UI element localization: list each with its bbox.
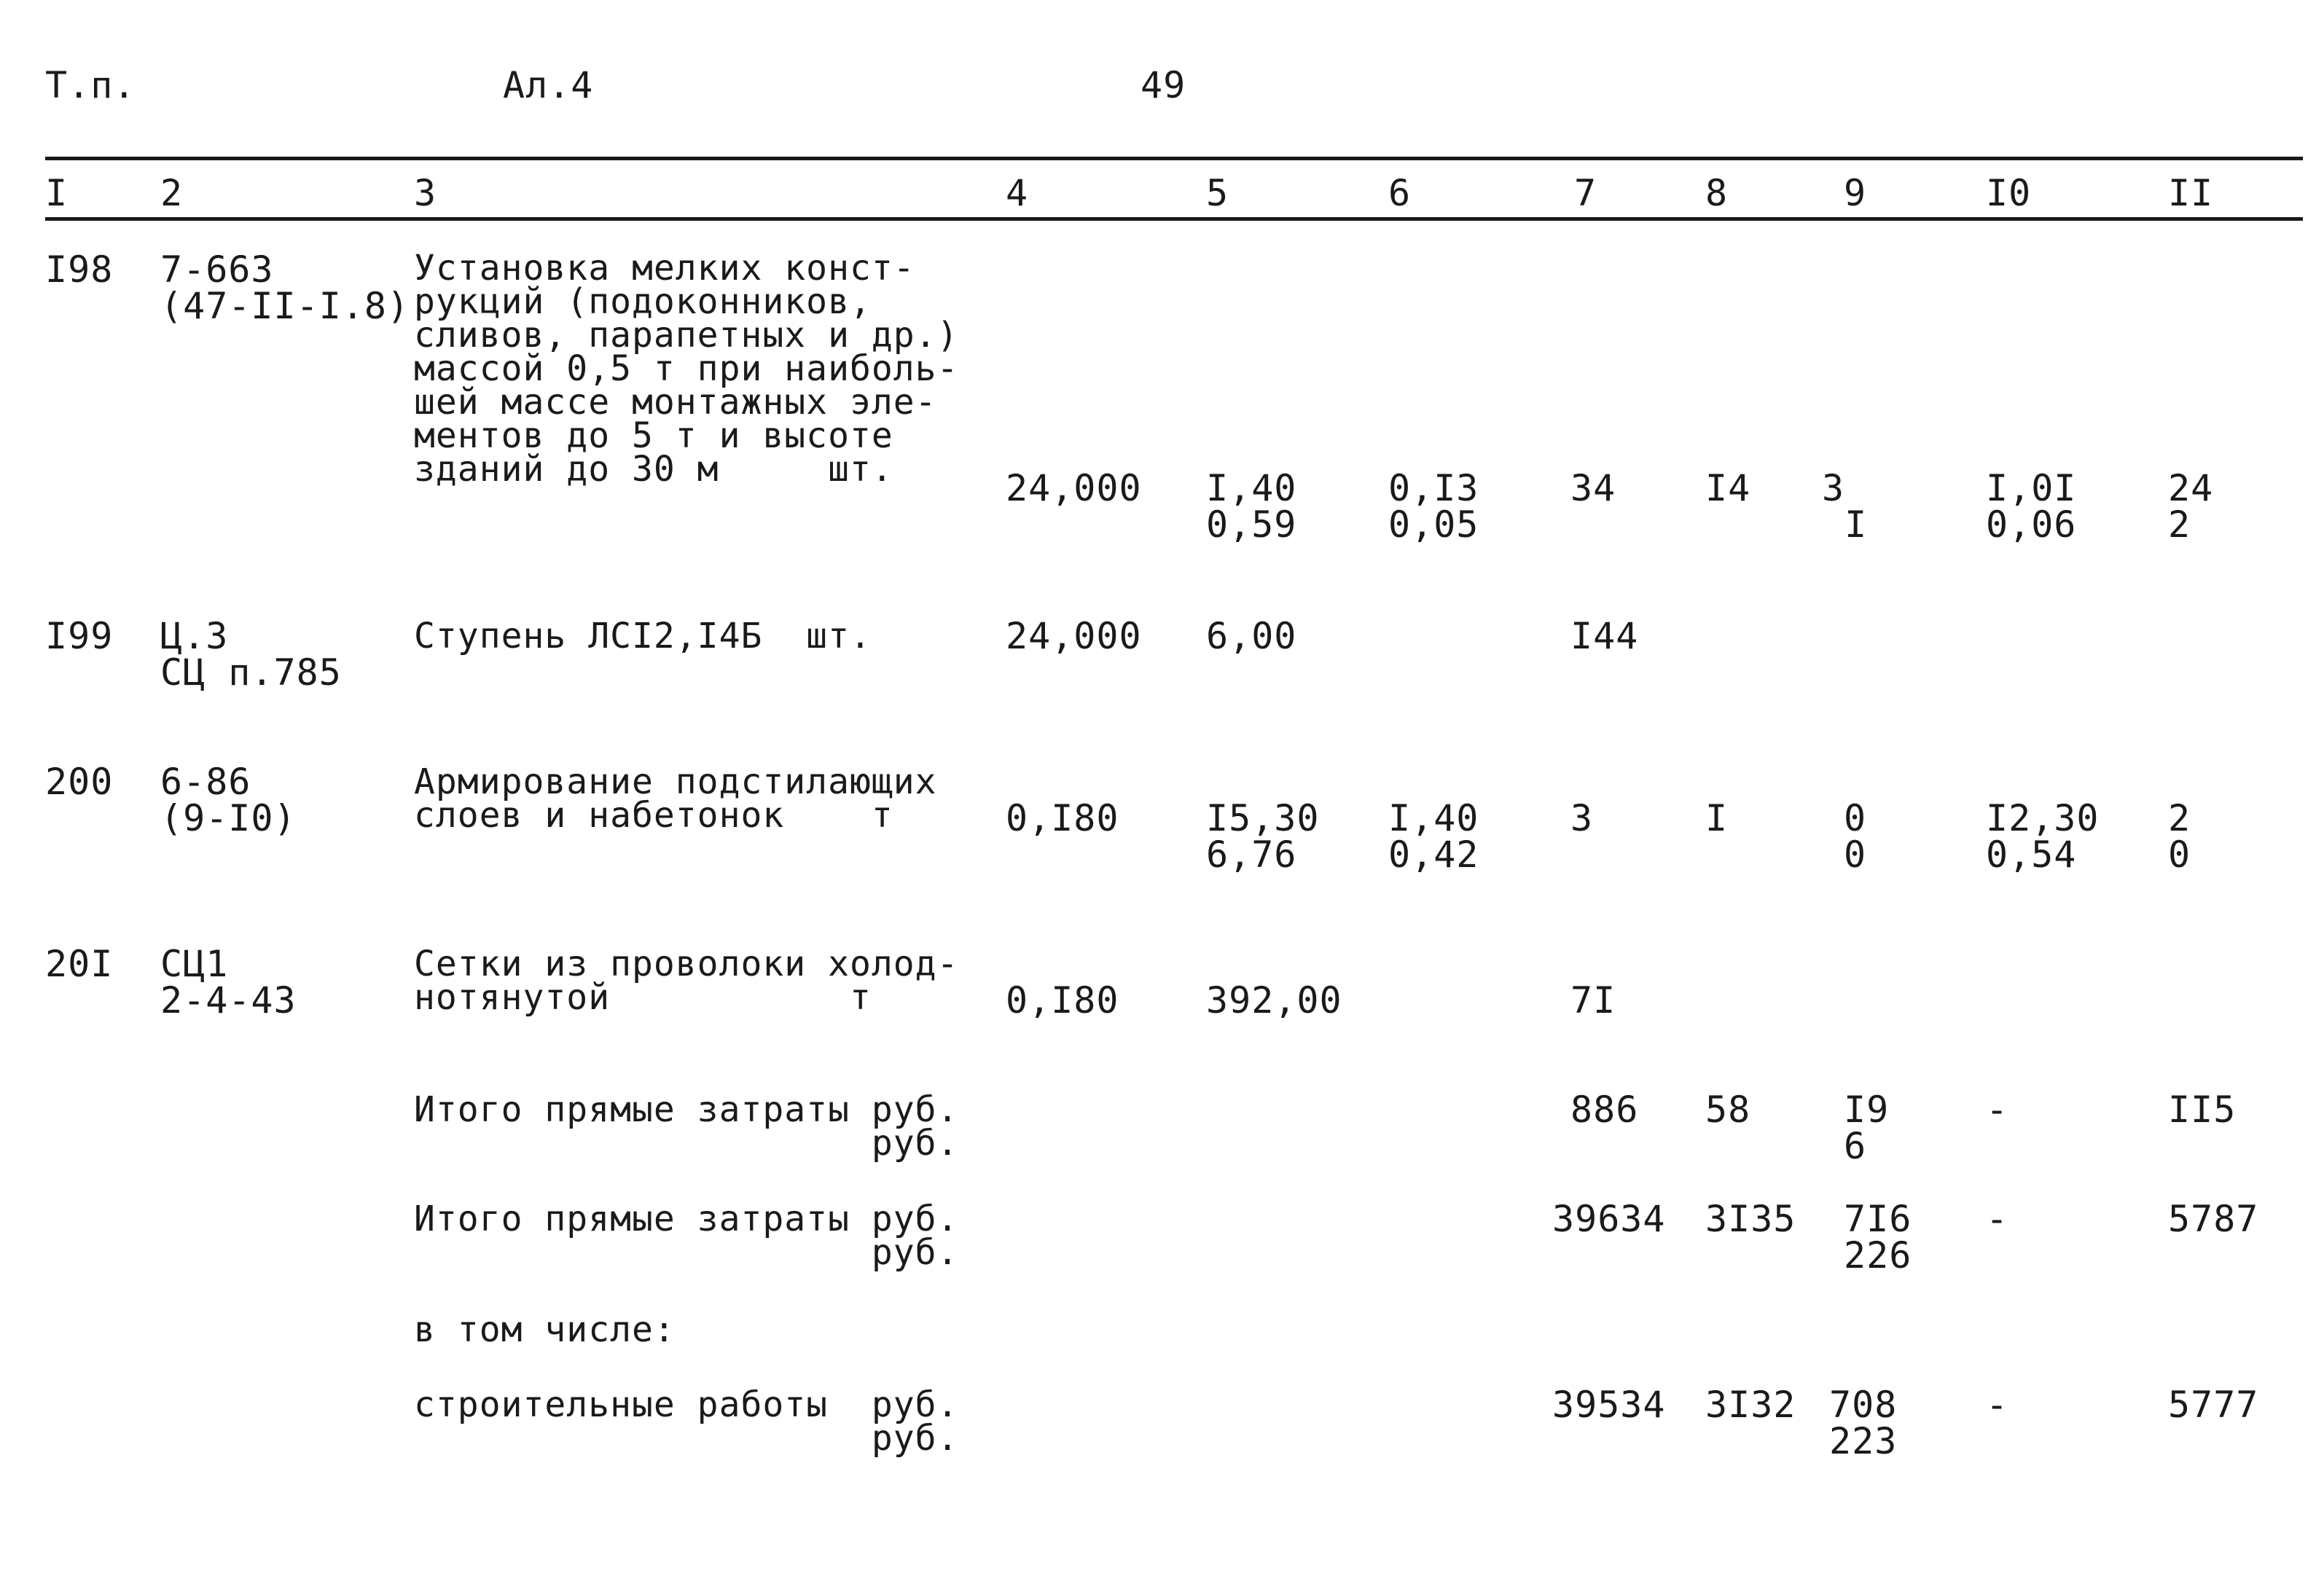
- in-which-label: в том числе:: [414, 1309, 676, 1350]
- row-number: I99: [45, 615, 114, 657]
- machine-total: 3 I: [1822, 467, 1868, 546]
- machine-total: 0 0: [1844, 797, 1867, 876]
- col-header-4: 4: [1006, 172, 1029, 214]
- norm-code: 7-663 (47-II-I.8): [160, 248, 410, 327]
- labor-cost: I: [1705, 797, 1729, 839]
- page-number: 49: [1141, 64, 1186, 106]
- col-header-10: I0: [1986, 172, 2032, 214]
- labor-hours: I2,30 0,54: [1986, 797, 2100, 876]
- col-header-6: 6: [1388, 172, 1412, 214]
- unit-cost: I5,30 6,76: [1206, 797, 1320, 876]
- totals-col7: 39534: [1552, 1384, 1666, 1426]
- quantity: 0,I80: [1006, 797, 1119, 839]
- totals-col8: 3I35: [1705, 1198, 1796, 1240]
- work-description: Ступень ЛСI2,I4Б шт.: [414, 616, 872, 656]
- total-cost: 7I: [1570, 979, 1616, 1022]
- col-header-5: 5: [1206, 172, 1229, 214]
- totals-col11: 5777: [2168, 1384, 2259, 1426]
- norm-code: Ц.3 СЦ п.785: [160, 615, 342, 694]
- totals-label: Итого прямые затраты руб. руб.: [414, 1199, 959, 1273]
- col-header-2: 2: [160, 172, 184, 214]
- labor-total: 24 2: [2168, 467, 2214, 546]
- total-cost: 3: [1570, 797, 1594, 839]
- total-cost: 34: [1570, 467, 1616, 509]
- totals-col8: 58: [1705, 1089, 1751, 1131]
- totals-label: строительные работы руб. руб.: [414, 1384, 959, 1459]
- header-top-rule: [45, 157, 2303, 160]
- col-header-11: II: [2168, 172, 2214, 214]
- norm-code: СЦ1 2-4-43: [160, 943, 297, 1022]
- norm-code: 6-86 (9-I0): [160, 761, 297, 839]
- unit-cost: 392,00: [1206, 979, 1342, 1022]
- col-header-3: 3: [414, 172, 437, 214]
- totals-col10: -: [1986, 1198, 2009, 1240]
- totals-col9: 7I6 226: [1844, 1198, 1912, 1277]
- totals-col9: 708 223: [1829, 1384, 1898, 1462]
- col-header-7: 7: [1574, 172, 1597, 214]
- quantity: 0,I80: [1006, 979, 1119, 1022]
- machine-cost: 0,I3 0,05: [1388, 467, 1479, 546]
- totals-col9: I9 6: [1844, 1089, 1890, 1167]
- totals-col8: 3I32: [1705, 1384, 1796, 1426]
- doc-type-label: Т.п.: [45, 64, 136, 106]
- album-label: Ал.4: [503, 64, 594, 106]
- row-number: 200: [45, 761, 114, 803]
- labor-cost: I4: [1705, 467, 1751, 509]
- row-number: 20I: [45, 943, 114, 985]
- machine-cost: I,40 0,42: [1388, 797, 1479, 876]
- total-cost: I44: [1570, 615, 1639, 657]
- totals-col10: -: [1986, 1089, 2009, 1131]
- totals-col11: II5: [2168, 1089, 2237, 1131]
- unit-cost: 6,00: [1206, 615, 1297, 657]
- work-description: Сетки из проволоки холод- нотянутой т: [414, 944, 959, 1018]
- totals-col7: 886: [1570, 1089, 1639, 1131]
- totals-col10: -: [1986, 1384, 2009, 1426]
- labor-total: 2 0: [2168, 797, 2191, 876]
- totals-col11: 5787: [2168, 1198, 2259, 1240]
- header-bottom-rule: [45, 217, 2303, 221]
- col-header-8: 8: [1705, 172, 1729, 214]
- row-number: I98: [45, 248, 114, 291]
- work-description: Армирование подстилающих слоев и набетонок т: [414, 761, 937, 836]
- totals-col7: 39634: [1552, 1198, 1666, 1240]
- labor-hours: I,0I 0,06: [1986, 467, 2077, 546]
- col-header-1: I: [45, 172, 69, 214]
- work-description: Установка мелких конст- рукций (подоконников, сливов, парапетных и др.) массой 0,5 т при наиболь- шей массе монтажных эле- ментов до 5 т и высоте зданий до 30 м шт.: [414, 248, 959, 490]
- unit-cost: I,40 0,59: [1206, 467, 1297, 546]
- quantity: 24,000: [1006, 467, 1142, 509]
- totals-label: Итого прямые затраты руб. руб.: [414, 1089, 959, 1164]
- quantity: 24,000: [1006, 615, 1142, 657]
- col-header-9: 9: [1844, 172, 1867, 214]
